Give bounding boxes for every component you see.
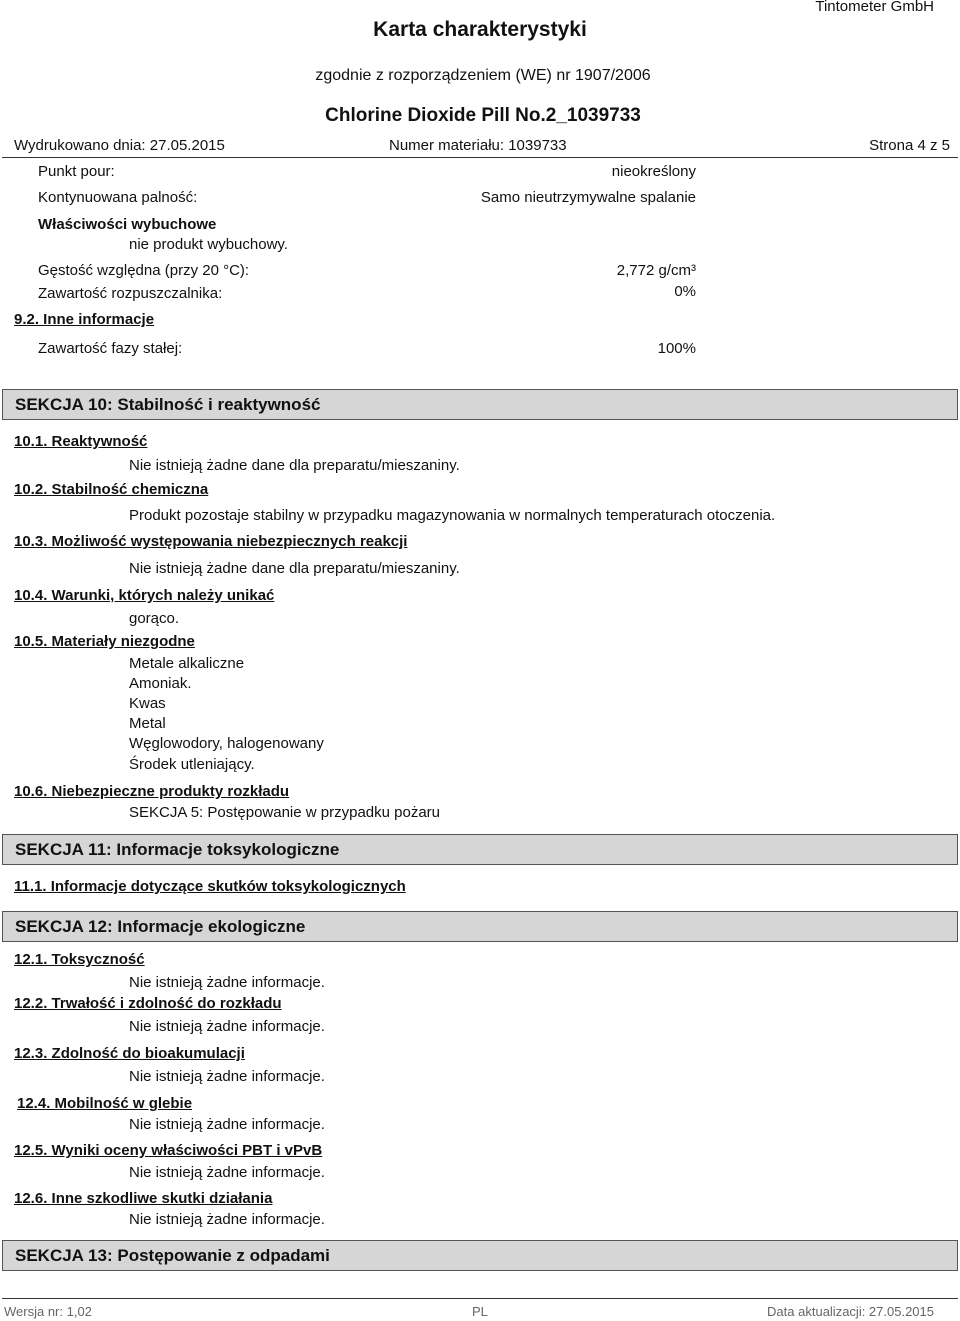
regulation: zgodnie z rozporządzeniem (WE) nr 1907/2006 [315, 67, 651, 84]
subsection-12-5-text: Nie istnieją żadne informacje. [129, 1164, 325, 1181]
material-item: Środek utleniający. [129, 756, 255, 773]
solvent-content-label: Zawartość rozpuszczalnika: [38, 285, 223, 302]
subsection-12-2-text: Nie istnieją żadne informacje. [129, 1018, 325, 1035]
section-10-title: SEKCJA 10: Stabilność i reaktywność [15, 395, 321, 414]
subsection-10-4-text: gorąco. [129, 610, 180, 627]
subsection-10-4-heading: 10.4. Warunki, których należy unikać [14, 587, 275, 604]
sustained-combustion-label: Kontynuowana palność: [38, 189, 198, 206]
explosive-properties-value: nie produkt wybuchowy. [129, 236, 288, 253]
section-12-header [2, 911, 958, 942]
subsection-12-1-text: Nie istnieją żadne informacje. [129, 974, 325, 991]
subsection-12-6-heading: 12.6. Inne szkodliwe skutki działania [14, 1190, 273, 1207]
flash-point-label: Punkt pour: [38, 163, 115, 180]
explosive-properties-label: Właściwości wybuchowe [38, 216, 217, 233]
other-info-heading: 9.2. Inne informacje [14, 311, 155, 328]
subsection-12-6-text: Nie istnieją żadne informacje. [129, 1211, 325, 1228]
material-item: Metale alkaliczne [129, 655, 245, 672]
material-item: Węglowodory, halogenowany [129, 735, 324, 752]
material-item: Kwas [129, 695, 166, 712]
subsection-12-3-heading: 12.3. Zdolność do bioakumulacji [14, 1045, 245, 1062]
section-12-title: SEKCJA 12: Informacje ekologiczne [15, 917, 306, 936]
subsection-10-1-text: Nie istnieją żadne dane dla preparatu/mieszaniny. [129, 457, 460, 474]
subsection-10-2-text: Produkt pozostaje stabilny w przypadku magazynowania w normalnych temperaturach otoczenia. [129, 507, 776, 524]
subsection-10-6-heading: 10.6. Niebezpieczne produkty rozkładu [14, 783, 290, 800]
document-title: Karta charakterystyki [373, 18, 587, 41]
material-item: Amoniak. [129, 675, 192, 692]
sustained-combustion-value: Samo nieutrzymywalne spalanie [480, 189, 696, 206]
solvent-content-value: 0% [674, 283, 696, 300]
material-item: Metal [129, 715, 166, 732]
material-number: Numer materiału: 1039733 [389, 137, 567, 154]
subsection-10-3-text: Nie istnieją żadne dane dla preparatu/mieszaniny. [129, 560, 460, 577]
subsection-11-1-heading: 11.1. Informacje dotyczące skutków toksykologicznych [14, 878, 406, 895]
printed-date: Wydrukowano dnia: 27.05.2015 [14, 137, 225, 154]
section-10-header [2, 389, 958, 420]
flash-point-value: nieokreślony [611, 163, 696, 180]
subsection-12-2-heading: 12.2. Trwałość i zdolność do rozkładu [14, 995, 282, 1012]
company-name: Tintometer GmbH [815, 0, 934, 15]
relative-density-label: Gęstość względna (przy 20 °C): [38, 262, 250, 279]
section-11-header [2, 834, 958, 865]
subsection-10-1-heading: 10.1. Reaktywność [14, 433, 148, 450]
subsection-12-3-text: Nie istnieją żadne informacje. [129, 1068, 325, 1085]
footer-rule [2, 1298, 958, 1299]
page-number: Strona 4 z 5 [869, 137, 950, 154]
language-code: PL [472, 1304, 488, 1319]
header-rule [2, 157, 958, 158]
update-date: Data aktualizacji: 27.05.2015 [767, 1304, 934, 1319]
subsection-10-6-text: SEKCJA 5: Postępowanie w przypadku pożaru [129, 804, 441, 821]
subsection-12-1-heading: 12.1. Toksyczność [14, 951, 145, 968]
section-13-header [2, 1240, 958, 1271]
solid-content-label: Zawartość fazy stałej: [38, 340, 183, 357]
subsection-10-3-heading: 10.3. Możliwość występowania niebezpiecznych reakcji [14, 533, 408, 550]
version-number: Wersja nr: 1,02 [4, 1304, 92, 1319]
section-11-title: SEKCJA 11: Informacje toksykologiczne [15, 840, 340, 859]
subsection-10-5-heading: 10.5. Materiały niezgodne [14, 633, 195, 650]
subsection-10-2-heading: 10.2. Stabilność chemiczna [14, 481, 209, 498]
subsection-12-4-heading: 12.4. Mobilność w glebie [17, 1095, 193, 1112]
section-13-title: SEKCJA 13: Postępowanie z odpadami [15, 1246, 330, 1265]
subsection-12-4-text: Nie istnieją żadne informacje. [129, 1116, 325, 1133]
relative-density-value: 2,772 g/cm³ [616, 262, 696, 279]
product-name: Chlorine Dioxide Pill No.2_1039733 [325, 105, 641, 126]
solid-content-value: 100% [657, 340, 696, 357]
subsection-12-5-heading: 12.5. Wyniki oceny właściwości PBT i vPvB [14, 1142, 323, 1159]
